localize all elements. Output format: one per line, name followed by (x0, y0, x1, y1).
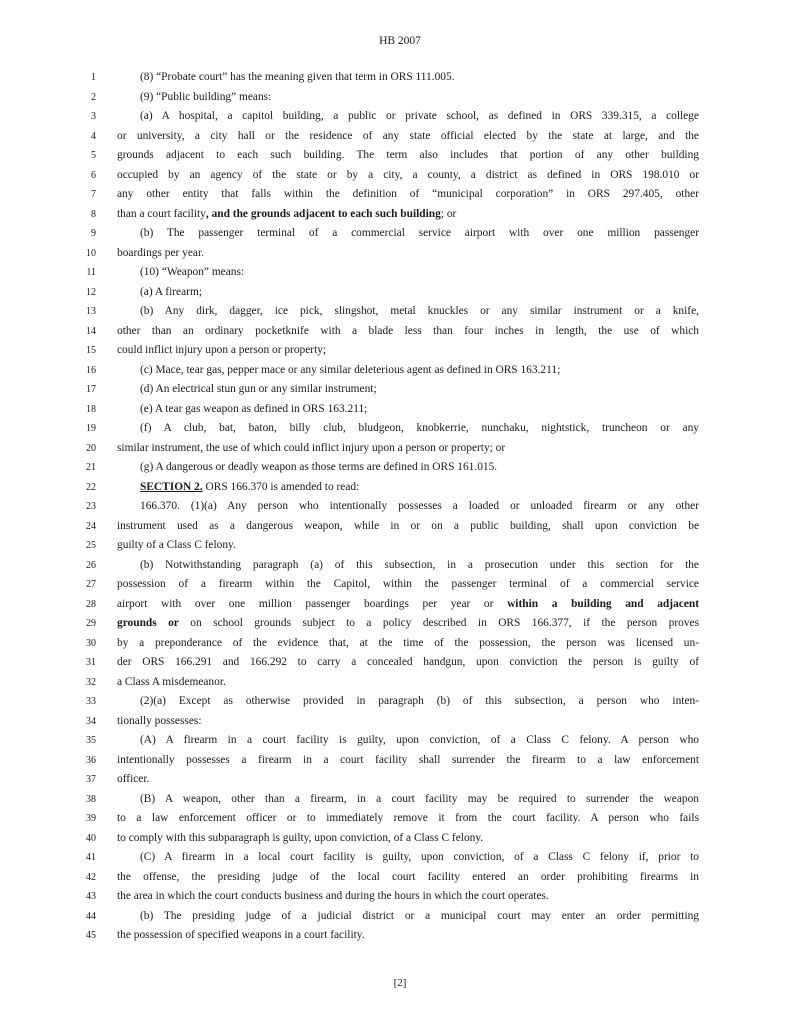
line-text (117, 673, 699, 693)
line-text (117, 322, 699, 342)
line-number: 7 (91, 189, 96, 200)
text-line (0, 673, 800, 693)
text-segment: possession of a firearm within the Capitol, within the passenger terminal of a commercial service (117, 578, 699, 590)
line-number: 18 (86, 403, 96, 415)
line-text (140, 848, 699, 868)
text-line (0, 751, 800, 771)
line-text (140, 68, 699, 88)
line-number: 23 (86, 501, 96, 512)
line-text (140, 263, 699, 283)
line-number: 9 (91, 228, 96, 239)
line-number: 35 (86, 735, 96, 746)
text-segment: other than an ordinary pocketknife with a blade less than four inches in length, the use of which (117, 324, 699, 337)
line-number: 26 (86, 559, 96, 571)
section-heading: SECTION 2. (140, 480, 203, 493)
text-segment: (b) Notwithstanding paragraph (a) of this subsection, in a prosecution under this section for the (140, 558, 699, 571)
text-segment: (b) The passenger terminal of a commercial service airport with over one million passenger (140, 227, 699, 239)
text-line (0, 205, 800, 225)
text-segment: a Class A misdemeanor. (117, 675, 226, 688)
line-text (117, 712, 699, 732)
line-number: 11 (86, 267, 96, 278)
line-text (117, 614, 699, 634)
bill-text-body (0, 68, 800, 946)
line-number: 8 (91, 208, 96, 220)
text-segment: (f) A club, bat, baton, billy club, bludgeon, knobkerrie, nunchaku, nightstick, truncheon or any (140, 422, 699, 434)
text-segment: by a preponderance of the evidence that, at the time of the possession, the person was licensed un- (117, 636, 699, 649)
line-number: 1 (91, 72, 96, 83)
text-segment: the possession of specified weapons in a court facility. (117, 929, 365, 941)
text-segment: der ORS 166.291 and 166.292 to carry a concealed handgun, upon conviction the person is guilty of (117, 656, 699, 668)
text-line (0, 400, 800, 420)
line-number: 12 (86, 286, 96, 298)
text-line (0, 712, 800, 732)
line-text (117, 127, 699, 147)
text-segment: (a) A firearm; (140, 285, 202, 298)
line-number: 33 (86, 696, 96, 707)
text-segment: occupied by an agency of the state or by a city, a county, a district as defined in ORS 198.010 or (117, 168, 699, 181)
line-text (140, 458, 699, 478)
text-line (0, 107, 800, 127)
line-number: 44 (86, 910, 96, 922)
text-line (0, 322, 800, 342)
line-text (117, 536, 699, 556)
line-text (140, 224, 699, 244)
text-line (0, 731, 800, 751)
text-segment: to comply with this subparagraph is guilty, upon conviction, of a Class C felony. (117, 831, 484, 844)
text-line (0, 497, 800, 517)
line-text (140, 419, 699, 439)
text-segment: the offense, the presiding judge of the local court facility entered an order prohibiting firearms in (117, 870, 699, 883)
text-segment: 166.370. (1)(a) Any person who intentionally possesses a loaded or unloaded firearm or any other (140, 500, 699, 512)
line-text (117, 770, 699, 790)
line-number: 42 (86, 871, 96, 883)
line-number: 28 (86, 598, 96, 610)
line-number: 22 (86, 481, 96, 493)
amended-text: grounds or (117, 617, 179, 629)
bill-header: HB 2007 (379, 35, 421, 47)
line-text (117, 868, 699, 888)
text-line (0, 556, 800, 576)
line-text (140, 731, 699, 751)
line-text (117, 166, 699, 186)
line-number: 19 (86, 423, 96, 434)
text-segment: (2)(a) Except as otherwise provided in paragraph (b) of this subsection, a person who inten- (140, 695, 699, 707)
line-text (140, 790, 699, 810)
text-line (0, 770, 800, 790)
text-line (0, 478, 800, 498)
text-line (0, 361, 800, 381)
text-segment: ; or (440, 207, 457, 220)
text-segment: could inflict injury upon a person or property; (117, 344, 327, 356)
text-line (0, 127, 800, 147)
line-text (117, 653, 699, 673)
text-line (0, 536, 800, 556)
text-segment: similar instrument, the use of which could inflict injury upon a person or property; or (117, 441, 506, 454)
text-line (0, 88, 800, 108)
text-segment: intentionally possesses a firearm in a court facility shall surrender the firearm to a law enforcement (117, 753, 699, 766)
text-segment: instrument used as a dangerous weapon, while in or on a public building, shall upon conviction be (117, 519, 699, 532)
text-line (0, 634, 800, 654)
text-line (0, 907, 800, 927)
line-text (140, 556, 699, 576)
page-number: [2] (393, 977, 407, 989)
text-line (0, 809, 800, 829)
line-text (117, 575, 699, 595)
line-text (117, 244, 699, 264)
line-text (117, 751, 699, 771)
text-line (0, 614, 800, 634)
text-line (0, 458, 800, 478)
text-line (0, 653, 800, 673)
line-number: 31 (86, 657, 96, 668)
line-text (140, 361, 699, 381)
line-text (117, 829, 699, 849)
text-segment: on school grounds subject to a policy described in ORS 166.377, if the person proves (178, 617, 700, 629)
line-text (140, 400, 699, 420)
text-segment: the area in which the court conducts business and during the hours in which the court operates. (117, 890, 549, 902)
text-line (0, 829, 800, 849)
text-segment: officer. (117, 773, 150, 785)
line-text (117, 146, 699, 166)
line-text (117, 185, 699, 205)
text-segment: to a law enforcement officer or to immediately remove it from the court facility. A person who fails (117, 812, 699, 824)
text-line (0, 302, 800, 322)
text-line (0, 575, 800, 595)
line-text (140, 88, 699, 108)
line-number: 37 (86, 774, 96, 785)
text-segment: tionally possesses: (117, 714, 202, 727)
text-line (0, 224, 800, 244)
line-number: 40 (86, 832, 96, 844)
line-number: 25 (86, 540, 96, 551)
text-line (0, 848, 800, 868)
line-number: 16 (86, 364, 96, 376)
text-line (0, 380, 800, 400)
text-segment: guilty of a Class C felony. (117, 539, 236, 551)
text-segment: (g) A dangerous or deadly weapon as those terms are defined in ORS 161.015. (140, 461, 498, 473)
line-number: 10 (86, 247, 96, 259)
line-number: 38 (86, 793, 96, 805)
line-number: 34 (86, 715, 96, 727)
amended-text: , and the grounds adjacent to each such building (205, 207, 441, 220)
line-number: 27 (86, 579, 96, 590)
text-segment: (A) A firearm in a court facility is guilty, upon conviction, of a Class C felony. A person who (140, 734, 699, 746)
line-text (140, 478, 699, 498)
line-text (117, 887, 699, 907)
text-segment: (e) A tear gas weapon as defined in ORS 163.211; (140, 402, 368, 415)
line-number: 3 (91, 111, 96, 122)
text-line (0, 68, 800, 88)
line-text (117, 595, 699, 615)
line-number: 29 (86, 618, 96, 629)
text-line (0, 868, 800, 888)
text-line (0, 146, 800, 166)
text-segment: than a court facility (117, 207, 206, 220)
line-text (117, 517, 699, 537)
line-text (140, 107, 699, 127)
text-segment: ORS 166.370 is amended to read: (202, 480, 360, 493)
line-number: 24 (86, 520, 96, 532)
text-segment: grounds adjacent to each such building. The term also includes that portion of any other building (117, 149, 699, 161)
line-number: 15 (86, 345, 96, 356)
line-text (140, 907, 699, 927)
line-text (140, 283, 699, 303)
text-segment: (8) “Probate court” has the meaning given that term in ORS 111.005. (140, 71, 455, 83)
line-number: 4 (91, 130, 96, 142)
line-number: 13 (86, 306, 96, 317)
text-segment: (B) A weapon, other than a firearm, in a court facility may be required to surrender the weapon (140, 792, 699, 805)
line-text (140, 497, 699, 517)
text-segment: (b) Any dirk, dagger, ice pick, slingshot, metal knuckles or any similar instrument or a knife, (140, 305, 699, 317)
line-number: 17 (86, 384, 96, 395)
line-number: 45 (86, 930, 96, 941)
text-segment: (a) A hospital, a capitol building, a public or private school, as defined in ORS 339.315, a college (140, 110, 699, 122)
text-line (0, 185, 800, 205)
line-number: 30 (86, 637, 96, 649)
line-text (117, 341, 699, 361)
text-line (0, 419, 800, 439)
line-text (117, 926, 699, 946)
line-number: 41 (86, 852, 96, 863)
line-text (140, 692, 699, 712)
text-line (0, 692, 800, 712)
line-text (140, 302, 699, 322)
text-line (0, 926, 800, 946)
text-line (0, 166, 800, 186)
text-segment: boardings per year. (117, 246, 204, 259)
text-line (0, 283, 800, 303)
text-segment: or university, a city hall or the residence of any state official elected by the state at large, and the (117, 129, 699, 142)
text-segment: (c) Mace, tear gas, pepper mace or any similar deleterious agent as defined in ORS 163.211; (140, 363, 561, 376)
line-number: 6 (91, 169, 96, 181)
text-line (0, 263, 800, 283)
text-segment: (10) “Weapon” means: (140, 266, 245, 278)
amended-text: within a building and adjacent (507, 597, 700, 610)
line-number: 39 (86, 813, 96, 824)
line-number: 43 (86, 891, 96, 902)
line-number: 5 (91, 150, 96, 161)
text-segment: airport with over one million passenger boardings per year or (117, 597, 508, 610)
text-segment: (d) An electrical stun gun or any similar instrument; (140, 383, 377, 395)
line-number: 14 (86, 325, 96, 337)
text-segment: any other entity that falls within the definition of “municipal corporation” in ORS 297.405, other (117, 188, 699, 200)
text-segment: (b) The presiding judge of a judicial district or a municipal court may enter an order permitting (140, 909, 699, 922)
text-line (0, 244, 800, 264)
text-line (0, 517, 800, 537)
text-segment: (9) “Public building” means: (140, 90, 272, 103)
line-text (117, 205, 699, 225)
line-text (117, 809, 699, 829)
line-number: 36 (86, 754, 96, 766)
text-line (0, 595, 800, 615)
text-line (0, 341, 800, 361)
text-line (0, 790, 800, 810)
line-number: 21 (86, 462, 96, 473)
text-line (0, 439, 800, 459)
line-number: 32 (86, 676, 96, 688)
text-line (0, 887, 800, 907)
line-number: 20 (86, 442, 96, 454)
line-text (140, 380, 699, 400)
line-text (117, 439, 699, 459)
text-segment: (C) A firearm in a local court facility is guilty, upon conviction, of a Class C felony if, prior to (140, 851, 699, 863)
line-text (117, 634, 699, 654)
line-number: 2 (91, 91, 96, 103)
